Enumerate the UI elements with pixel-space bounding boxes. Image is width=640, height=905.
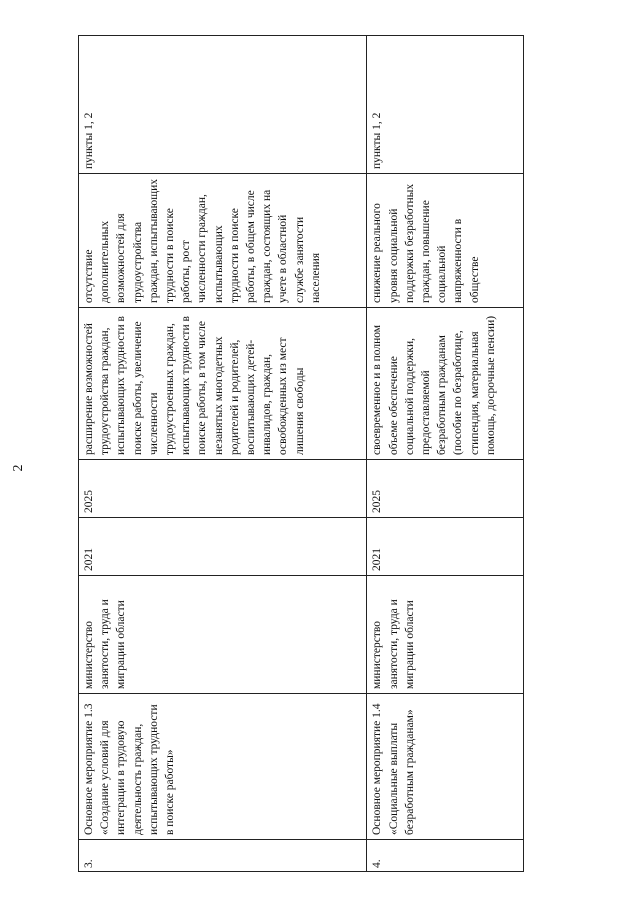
- indicator-link: пункты 1, 2: [367, 36, 524, 174]
- executor: министерство занятости, труда и миграции области: [79, 576, 367, 694]
- table-row: [367, 36, 524, 872]
- expected-result: своевременное и в полном объеме обеспечение социальной поддержки, предоставляемой безработным гражданам (пособие по безработице, стипендия, материальная помощь, досрочные пенсии): [367, 308, 524, 460]
- row-number: 3.: [79, 840, 367, 872]
- start-year: 2021: [79, 518, 367, 576]
- end-year: 2025: [79, 460, 367, 518]
- table-row: [79, 36, 367, 872]
- start-year: 2021: [367, 518, 524, 576]
- executor: министерство занятости, труда и миграции области: [367, 576, 524, 694]
- row-number: 4.: [367, 840, 524, 872]
- indicator-link: пункты 1, 2: [79, 36, 367, 174]
- rotated-table-wrapper: [78, 36, 524, 872]
- event-name: Основное мероприятие 1.3 «Создание условий для интеграции в трудовую деятельность граждан, испытывающих трудности в поиске работы»: [79, 694, 367, 840]
- program-events-table: [78, 35, 524, 872]
- non-implementation-consequence: снижение реального уровня социальной поддержки безработных граждан, повышение социальной напряженности в обществе: [367, 174, 524, 308]
- non-implementation-consequence: отсутствие дополнительных возможностей для трудоустройства граждан, испытывающих трудности в поиске работы, рост численности граждан, испытывающих трудности в поиске работы, в общем числе граждан, состоящих на учете в областной службе занятости населения: [79, 174, 367, 308]
- event-name: Основное мероприятие 1.4 «Социальные выплаты безработным гражданам»: [367, 694, 524, 840]
- page-number: 2: [11, 464, 26, 472]
- expected-result: расширение возможностей трудоустройства граждан, испытывающих трудности в поиске работы, увеличение численности трудоустроенных граждан, испытывающих трудности в поиске работы, в том числе незанятых многодетных родителей и родителей, воспитывающих детей-инвалидов, граждан, освобожденных из мест лишения свободы: [79, 308, 367, 460]
- end-year: 2025: [367, 460, 524, 518]
